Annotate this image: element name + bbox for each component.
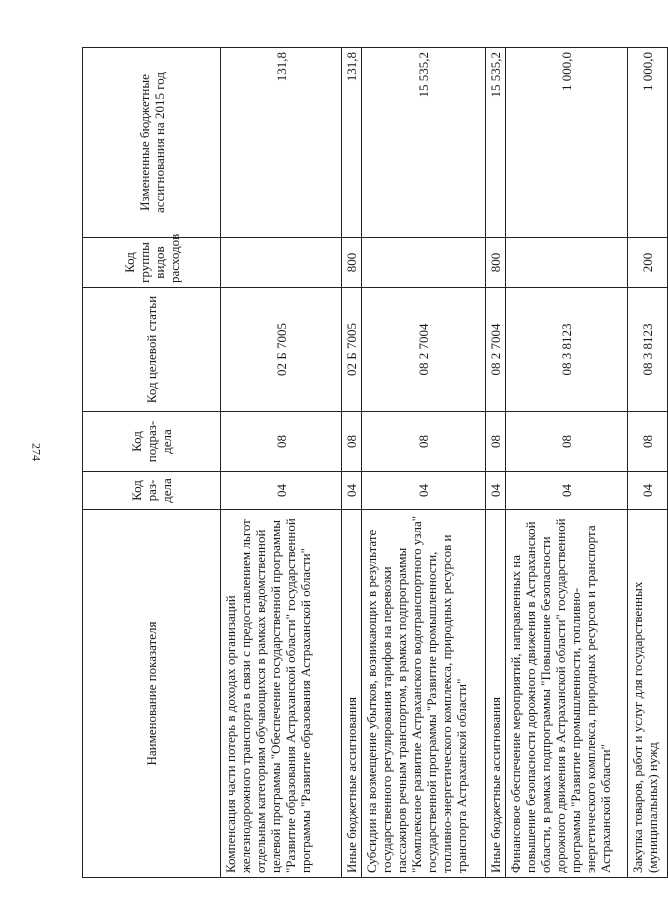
row-section: 04 bbox=[628, 472, 668, 510]
row-amount: 1 000,0 bbox=[506, 48, 628, 238]
row-subsection: 08 bbox=[221, 412, 342, 472]
row-amount: 15 535,2 bbox=[362, 48, 486, 238]
header-section: Код раз-дела bbox=[83, 472, 221, 510]
row-target: 08 3 8123 bbox=[628, 288, 668, 412]
row-name: Финансовое обеспечение мероприятий, направленных на повышение безопасности дорожного движения в Астраханской области, в рамках подпрограммы "Повышение безопасности дорожного движения в Астраханской области" государственной программы "Развитие промышленности, топливно-энергетического комплекса, природных ресурсов и транспорта Астраханской области" bbox=[506, 510, 628, 878]
row-subsection: 08 bbox=[628, 412, 668, 472]
header-amount: Измененные бюджетные ассигнования на 2015 год bbox=[83, 48, 221, 238]
row-group bbox=[221, 238, 342, 288]
row-amount: 15 535,2 bbox=[486, 48, 506, 238]
row-subsection: 08 bbox=[486, 412, 506, 472]
row-target: 08 2 7004 bbox=[486, 288, 506, 412]
row-name: Субсидии на возмещение убытков, возникающих в результате государственного регулирования тарифов на перевозки пассажиров речным транспортом, в рамках подпрограммы "Комплексное развитие Астраханского водотранспортного узла" государственной программы "Развитие промышленности, топливно-энергетического комплекса, природных ресурсов и транспорта Астраханской области" bbox=[362, 510, 486, 878]
header-subsection: Код подраз-дела bbox=[83, 412, 221, 472]
row-section: 04 bbox=[486, 472, 506, 510]
table-row bbox=[221, 48, 342, 878]
row-group: 800 bbox=[486, 238, 506, 288]
header-target: Код целевой статьи bbox=[83, 288, 221, 412]
row-name: Закупка товаров, работ и услуг для государственных (муниципальных) нужд bbox=[628, 510, 668, 878]
row-subsection: 08 bbox=[506, 412, 628, 472]
header-name: Наименование показателя bbox=[83, 510, 221, 878]
table-header-row bbox=[83, 48, 221, 878]
row-group: 200 bbox=[628, 238, 668, 288]
row-amount: 131,8 bbox=[221, 48, 342, 238]
row-target: 02 Б 7005 bbox=[221, 288, 342, 412]
table-row bbox=[342, 48, 362, 878]
row-target: 02 Б 7005 bbox=[342, 288, 362, 412]
row-target: 08 3 8123 bbox=[506, 288, 628, 412]
row-section: 04 bbox=[342, 472, 362, 510]
row-section: 04 bbox=[221, 472, 342, 510]
row-group bbox=[506, 238, 628, 288]
row-name: Иные бюджетные ассигнования bbox=[486, 510, 506, 878]
table-row bbox=[486, 48, 506, 878]
rotated-table-container bbox=[82, 48, 660, 878]
row-section: 04 bbox=[362, 472, 486, 510]
table-row bbox=[628, 48, 668, 878]
row-name: Иные бюджетные ассигнования bbox=[342, 510, 362, 878]
row-group bbox=[362, 238, 486, 288]
row-name: Компенсация части потерь в доходах организаций железнодорожного транспорта в связи с предоставлением льгот отдельным категориям обучающихся в рамках ведомственной целевой программы "Обеспечение государственной программы "Развитие образования Астраханской области" государственной программы "Развитие образования Астраханской области" bbox=[221, 510, 342, 878]
page-number: 274 bbox=[29, 443, 44, 461]
row-subsection: 08 bbox=[342, 412, 362, 472]
row-target: 08 2 7004 bbox=[362, 288, 486, 412]
header-group: Код группы видов расходов bbox=[83, 238, 221, 288]
table-row bbox=[362, 48, 486, 878]
row-subsection: 08 bbox=[362, 412, 486, 472]
row-amount: 131,8 bbox=[342, 48, 362, 238]
row-section: 04 bbox=[506, 472, 628, 510]
budget-table bbox=[82, 47, 668, 878]
row-group: 800 bbox=[342, 238, 362, 288]
row-amount: 1 000,0 bbox=[628, 48, 668, 238]
table-row bbox=[506, 48, 628, 878]
